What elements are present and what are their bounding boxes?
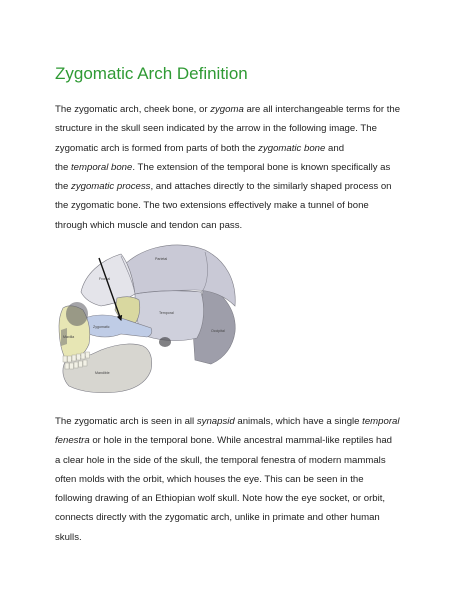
- label-frontal: Frontal: [99, 277, 111, 281]
- text-line: skulls.: [55, 531, 82, 543]
- text-line: the temporal bone. The extension of the temporal bone is known specifically as: [55, 161, 391, 173]
- text-line: structure in the skull seen indicated by the arrow in the following image. The: [55, 123, 377, 135]
- skull-diagram: [55, 234, 255, 398]
- ear-canal: [159, 337, 171, 347]
- label-parietal: Parietal: [155, 257, 168, 261]
- text-line: often molds with the orbit, which houses the eye. This can be seen in the: [55, 473, 364, 485]
- term-fenestra: fenestra: [55, 435, 90, 447]
- term-zygomatic-process: zygomatic process: [71, 181, 151, 193]
- term-zygoma: zygoma: [210, 104, 244, 115]
- text-line: the zygomatic bone. The two extensions effectively make a tunnel of bone: [55, 200, 369, 212]
- skull-illustration: [55, 234, 255, 398]
- text-line: connects directly with the zygomatic arch, unlike in primate and other human: [55, 512, 380, 524]
- text-line: zygomatic arch is formed from parts of both the zygomatic bone and: [55, 142, 345, 154]
- text-line: a clear hole in the side of the skull, the temporal fenestra of modern mammals: [55, 454, 386, 466]
- paragraph-intro: [55, 100, 425, 235]
- label-temporal: Temporal: [159, 311, 174, 315]
- page-title: Zygomatic Arch Definition: [55, 64, 248, 83]
- text-line: fenestra or hole in the temporal bone. While ancestral mammal-like reptiles had: [55, 435, 393, 447]
- term-temporal: temporal: [362, 416, 400, 427]
- term-zygomatic-bone: zygomatic bone: [258, 142, 326, 154]
- label-zygomatic: Zygomatic: [93, 325, 110, 329]
- text-line: the zygomatic process, and attaches directly to the similarly shaped process on: [55, 181, 392, 193]
- text-line: The zygomatic arch is seen in all synapsid animals, which have a single temporal: [55, 416, 400, 427]
- text-line: through which muscle and tendon can pass.: [55, 219, 243, 231]
- text-line: The zygomatic arch, cheek bone, or zygoma are all interchangeable terms for the: [55, 104, 401, 115]
- label-mandible: Mandible: [95, 371, 110, 375]
- label-occipital: Occipital: [211, 329, 225, 333]
- paragraph-synapsid: [55, 412, 425, 547]
- term-synapsid: synapsid: [196, 416, 235, 427]
- orbit: [66, 302, 88, 326]
- text-line: following drawing of an Ethiopian wolf skull. Note how the eye socket, or orbit,: [55, 493, 386, 505]
- label-maxilla: Maxilla: [63, 335, 75, 339]
- term-temporal-bone: temporal bone: [71, 161, 133, 173]
